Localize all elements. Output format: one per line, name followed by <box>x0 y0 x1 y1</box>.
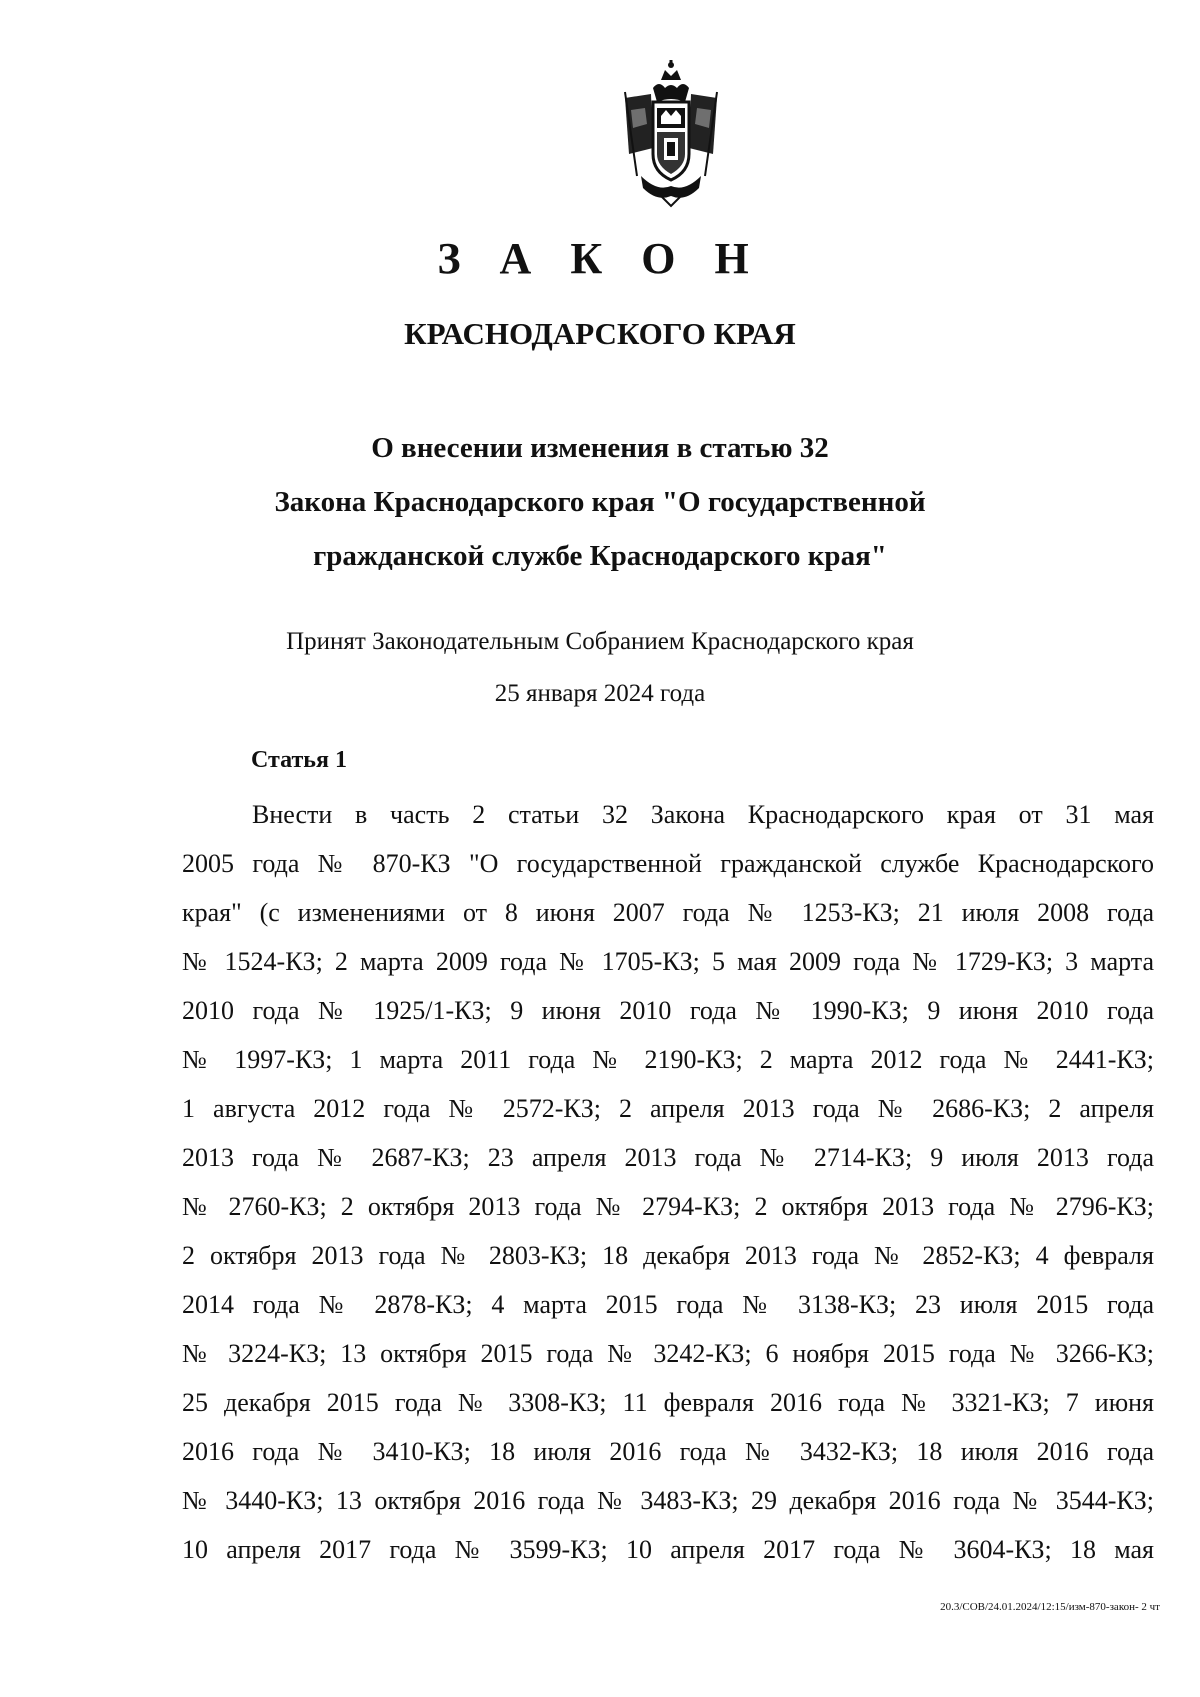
body-line: № 2760-КЗ; 2 октября 2013 года № 2794-КЗ; 2 октября 2013 года № 2796-КЗ; <box>182 1192 1154 1221</box>
body-line: 1 августа 2012 года № 2572-КЗ; 2 апреля 2013 года № 2686-КЗ; 2 апреля <box>182 1094 1154 1123</box>
body-line: 10 апреля 2017 года № 3599-КЗ; 10 апреля 2017 года № 3604-КЗ; 18 мая <box>182 1535 1154 1564</box>
body-line: № 3224-КЗ; 13 октября 2015 года № 3242-КЗ; 6 ноября 2015 года № 3266-КЗ; <box>182 1339 1154 1368</box>
body-line: Внести в часть 2 статьи 32 Закона Краснодарского края от 31 мая <box>252 800 1154 829</box>
article-heading: Статья 1 <box>251 747 347 773</box>
body-line: края" (с изменениями от 8 июня 2007 года № 1253-КЗ; 21 июля 2008 года <box>182 898 1154 927</box>
article-body <box>182 790 1154 1574</box>
body-line: 2005 года № 870-КЗ "О государственной гражданской службе Краснодарского <box>182 849 1154 878</box>
law-title: З А К О Н <box>437 234 763 283</box>
body-line: № 1997-КЗ; 1 марта 2011 года № 2190-КЗ; 2 марта 2012 года № 2441-КЗ; <box>182 1045 1154 1074</box>
subject-line: Закона Краснодарского края "О государственной <box>274 486 926 518</box>
law-subject <box>0 421 1200 583</box>
body-line: 2010 года № 1925/1-КЗ; 9 июня 2010 года № 1990-КЗ; 9 июня 2010 года <box>182 996 1154 1025</box>
adoption-note <box>0 616 1200 720</box>
document-footer-code: 20.3/СОВ/24.01.2024/12:15/изм-870-закон- 2 чт <box>940 1601 1160 1613</box>
body-line: № 3440-КЗ; 13 октября 2016 года № 3483-КЗ; 29 декабря 2016 года № 3544-КЗ; <box>182 1486 1154 1515</box>
body-line: 2014 года № 2878-КЗ; 4 марта 2015 года № 3138-КЗ; 23 июля 2015 года <box>182 1290 1154 1319</box>
subject-line: О внесении изменения в статью 32 <box>371 432 829 464</box>
body-line: 2 октября 2013 года № 2803-КЗ; 18 декабря 2013 года № 2852-КЗ; 4 февраля <box>182 1241 1154 1270</box>
body-line: 2016 года № 3410-КЗ; 18 июля 2016 года № 3432-КЗ; 18 июля 2016 года <box>182 1437 1154 1466</box>
body-line: 25 декабря 2015 года № 3308-КЗ; 11 февраля 2016 года № 3321-КЗ; 7 июня <box>182 1388 1154 1417</box>
region-title: КРАСНОДАРСКОГО КРАЯ <box>404 316 796 351</box>
adoption-body: Принят Законодательным Собранием Краснодарского края <box>286 628 914 655</box>
subject-line: гражданской службе Краснодарского края" <box>313 540 887 572</box>
body-line: 2013 года № 2687-КЗ; 23 апреля 2013 года № 2714-КЗ; 9 июля 2013 года <box>182 1143 1154 1172</box>
adoption-date: 25 января 2024 года <box>494 680 706 707</box>
body-line: № 1524-КЗ; 2 марта 2009 года № 1705-КЗ; 5 мая 2009 года № 1729-КЗ; 3 марта <box>182 947 1154 976</box>
coat-of-arms-emblem <box>611 58 731 208</box>
